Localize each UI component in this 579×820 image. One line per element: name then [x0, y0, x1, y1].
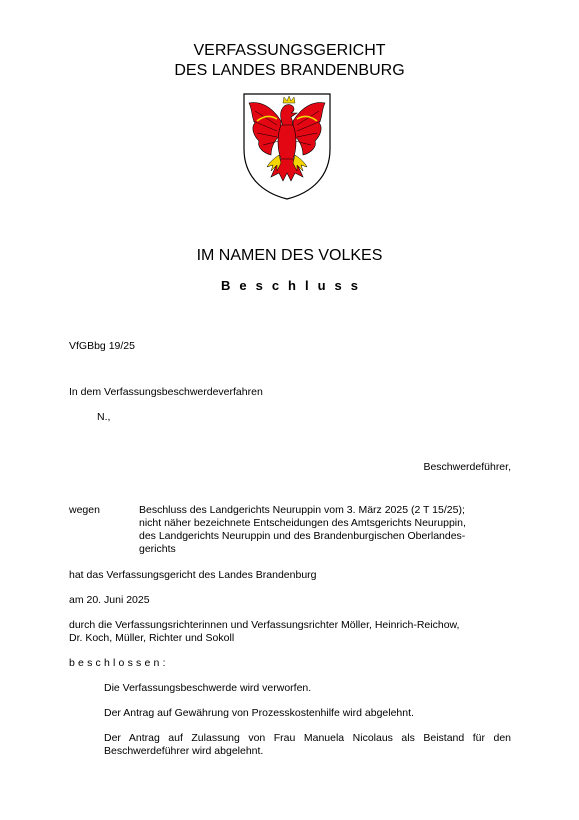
wegen-label: wegen [69, 504, 100, 516]
wegen-line: des Landgerichts Neuruppin und des Brandenburgischen Oberlandes- [139, 530, 466, 542]
ruling-item: Der Antrag auf Gewährung von Prozesskostenhilfe wird abgelehnt. [104, 707, 414, 719]
judges-line: durch die Verfassungsrichterinnen und Verfassungsrichter Möller, Heinrich-Reichow, [69, 619, 460, 631]
party-name: N., [97, 411, 111, 423]
wegen-line: gerichts [139, 543, 176, 555]
ruling-item: Der Antrag auf Zulassung von Frau Manuela Nicolaus als Beistand für den Beschwerdeführer wird abgelehnt. [104, 732, 511, 757]
court-title-line1: VERFASSUNGSGERICHT [193, 42, 386, 59]
brandenburg-eagle-icon [241, 91, 333, 201]
decision-date: am 20. Juni 2025 [69, 594, 150, 606]
party-role: Beschwerdeführer, [423, 461, 511, 473]
procedure-label: In dem Verfassungsbeschwerdeverfahren [69, 386, 263, 398]
heading-beschluss: Beschluss [220, 278, 368, 293]
wegen-line: nicht näher bezeichnete Entscheidungen des Amtsgerichts Neuruppin, [139, 517, 466, 529]
judges-line: Dr. Koch, Müller, Richter und Sokoll [69, 632, 235, 644]
heading-im-namen: IM NAMEN DES VOLKES [196, 247, 383, 264]
ruling-item: Die Verfassungsbeschwerde wird verworfen. [104, 682, 312, 694]
court-title [0, 41, 579, 81]
wegen-line: Beschluss des Landgerichts Neuruppin vom 3. März 2025 (2 T 15/25); [139, 504, 465, 516]
court-title-line2: DES LANDES BRANDENBURG [174, 62, 405, 79]
case-number: VfGBbg 19/25 [69, 340, 135, 352]
decision-court: hat das Verfassungsgericht des Landes Brandenburg [69, 569, 317, 581]
beschlossen-label: beschlossen: [69, 657, 169, 669]
